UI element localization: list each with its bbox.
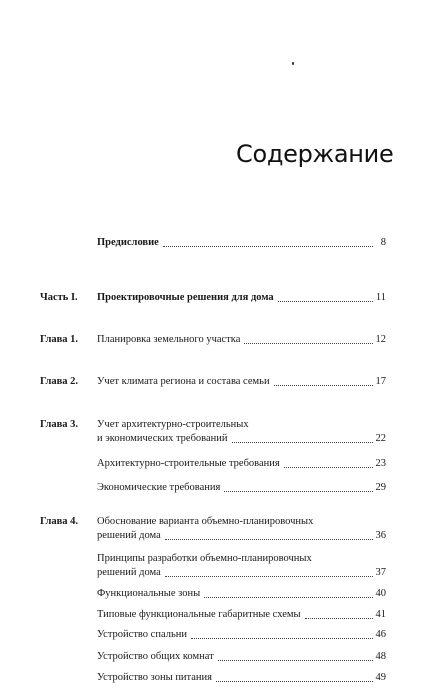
leader-dots [165,538,373,540]
leader-dots [204,596,372,598]
page-number: 11 [375,292,386,303]
entry-text: Функциональные зоны [97,588,201,599]
page-number: 40 [375,588,386,599]
leader-dots [224,490,372,492]
page-number: 12 [375,334,386,345]
entry-text: Устройство зоны питания [97,672,212,683]
entry-text: и экономических требований [97,433,228,444]
page-number: 49 [375,672,386,683]
leader-dots [218,659,373,661]
leader-dots [305,617,373,619]
page-number: 17 [375,376,386,387]
entry-text-line1: Учет архитектурно-строительных [97,419,249,430]
entry-label: Глава 4. [40,516,79,527]
leader-dots [191,637,373,639]
page-number: 41 [375,609,386,620]
entry-text: Экономические требования [97,482,221,493]
entry-text: Проектировочные решения для дома [97,292,274,303]
page-number: 22 [375,433,386,444]
entry-text: Устройство спальни [97,629,187,640]
leader-dots [163,245,373,247]
entry-label: Глава 3. [40,419,79,430]
entry-text: решений дома [97,530,161,541]
entry-text: Учет климата региона и состава семьи [97,376,270,387]
print-speck [292,62,294,65]
leader-dots [244,342,372,344]
entry-text: Планировка земельного участка [97,334,241,345]
leader-dots [165,575,373,577]
page-number: 48 [375,651,386,662]
entry-text: Архитектурно-строительные требования [97,458,280,469]
entry-text: Предисловие [97,237,159,248]
page-number: 46 [375,629,386,640]
leader-dots [232,441,373,443]
leader-dots [274,384,373,386]
entry-text-line1: Принципы разработки объемно-планировочных [97,553,312,564]
entry-text: решений дома [97,567,161,578]
leader-dots [284,466,373,468]
entry-text: Устройство общих комнат [97,651,214,662]
page-number: 8 [380,237,386,248]
entry-label: Глава 1. [40,334,79,345]
entry-label: Глава 2. [40,376,79,387]
leader-dots [216,680,373,682]
leader-dots [278,300,373,302]
entry-text-line1: Обоснование варианта объемно-планировочных [97,516,314,527]
page-number: 23 [375,458,386,469]
entry-text: Типовые функциональные габаритные схемы [97,609,301,620]
page-number: 37 [375,567,386,578]
entry-label: Часть I. [40,292,78,303]
page-title: Содержание [236,140,394,168]
page-number: 29 [375,482,386,493]
page-number: 36 [375,530,386,541]
